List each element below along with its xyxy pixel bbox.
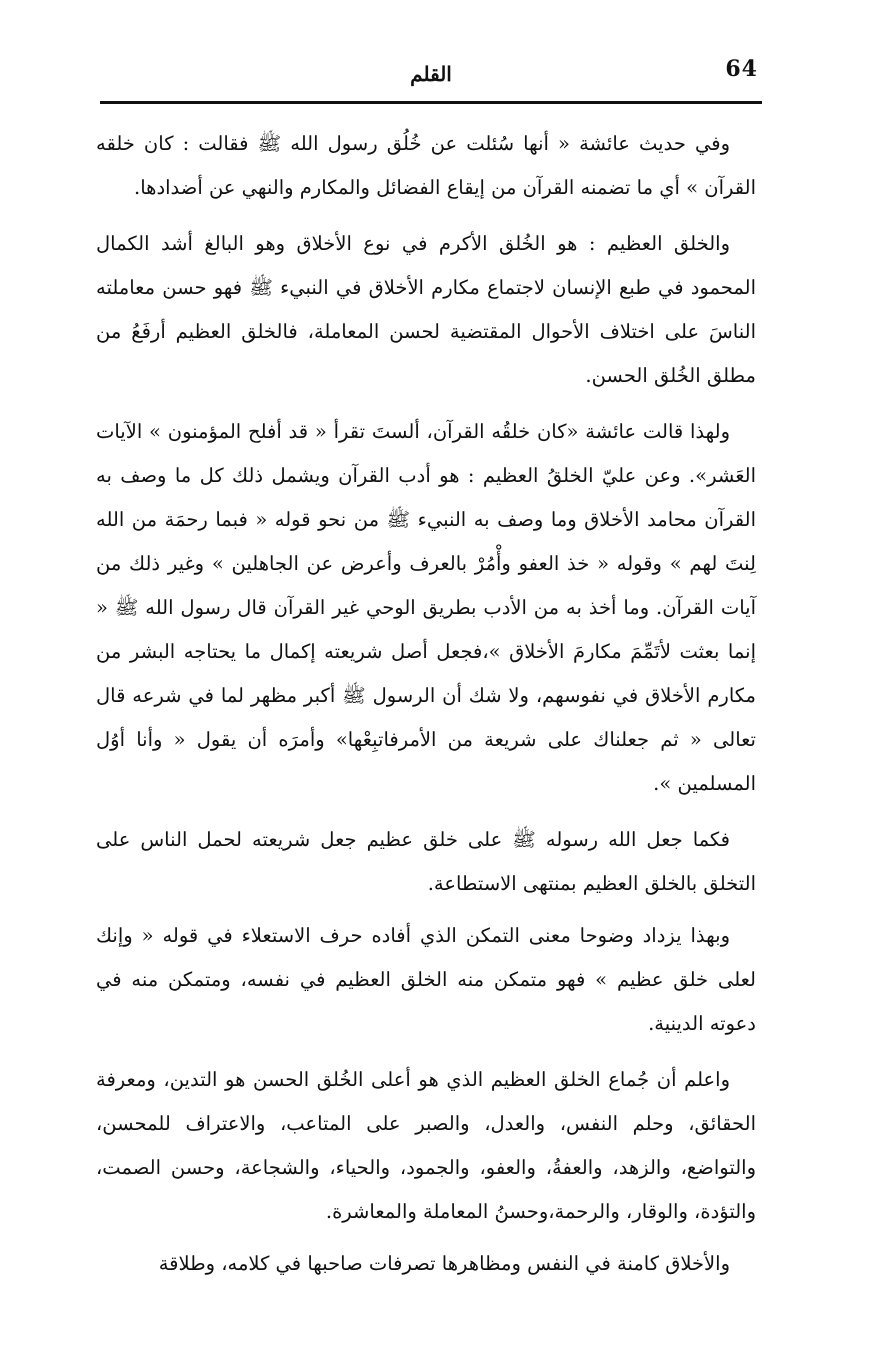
paragraph-4: فكما جعل الله رسوله ﷺ على خلق عظيم جعل شريعته لحمل الناس على التخلق بالخلق العظيم بمنتهى الاستطاعة. [96, 828, 756, 895]
header-rule [100, 101, 762, 104]
page-number: 64 [725, 56, 758, 82]
paragraph-7: والأخلاق كامنة في النفس ومظاهرها تصرفات صاحبها في كلامه، وطلاقة [158, 1252, 730, 1275]
paragraph-6: واعلم أن جُماع الخلق العظيم الذي هو أعلى الخُلق الحسن هو التدين، ومعرفة الحقائق، وحلم النفس، والعدل، والصبر على المتاعب، والاعتراف للمحسن، والتواضع، والزهد، والعفةُ، والعفو، والجمود، والحياء، والشجاعة، وحسن الصمت، والتؤدة، والوقار، والرحمة،وحسنُ المعاملة والمعاشرة. [96, 1068, 756, 1223]
page-header [96, 56, 766, 96]
body-text [96, 122, 756, 1298]
running-title: القلم [410, 62, 452, 86]
paragraph-1: وفي حديث عائشة « أنها سُئلت عن خُلُق رسول الله ﷺ فقالت : كان خلقه القرآن » أي ما تضمنه القرآن من إيقاع الفضائل والمكارم والنهي عن أضدادها. [96, 132, 756, 199]
paragraph-3: ولهذا قالت عائشة «كان خلقُه القرآن، ألستَ تقرأ « قد أفلح المؤمنون » الآيات العَشر». وعن عليّ الخلقُ العظيم : هو أدب القرآن ويشمل ذلك كل ما وصف به القرآن محامد الأخلاق وما وصف به النبيء ﷺ من نحو قوله « فبما رحمَة من الله لِنتَ لهم » وقوله « خذ العفو وأْمُرْ بالعرف وأعرض عن الجاهلين » وغير ذلك من آيات القرآن. وما أخذ به من الأدب بطريق الوحي غير القرآن قال رسول الله ﷺ « إنما بعثت لأتَمِّمَ مكارمَ الأخلاق »،فجعل أصل شريعته إكمال ما يحتاجه البشر من مكارم الأخلاق في نفوسهم، ولا شك أن الرسول ﷺ أكبر مظهر لما في شرعه قال تعالى « ثم جعلناك على شريعة من الأمرفاتبِعْها» وأمرَه أن يقول « وأنا أوُل المسلمين ». [96, 420, 756, 795]
paragraph-2: والخلق العظيم : هو الخُلق الأكرم في نوع الأخلاق وهو البالغ أشد الكمال المحمود في طبع الإنسان لاجتماع مكارم الأخلاق في النبيء ﷺ فهو حسن معاملته الناسَ على اختلاف الأحوال المقتضية لحسن المعاملة، فالخلق العظيم أرفَعُ من مطلق الخُلق الحسن. [96, 232, 756, 387]
paragraph-5: وبهذا يزداد وضوحا معنى التمكن الذي أفاده حرف الاستعلاء في قوله « وإنك لعلى خلق عظيم » فهو متمكن منه الخلق العظيم في نفسه، ومتمكن منه في دعوته الدينية. [96, 924, 756, 1035]
